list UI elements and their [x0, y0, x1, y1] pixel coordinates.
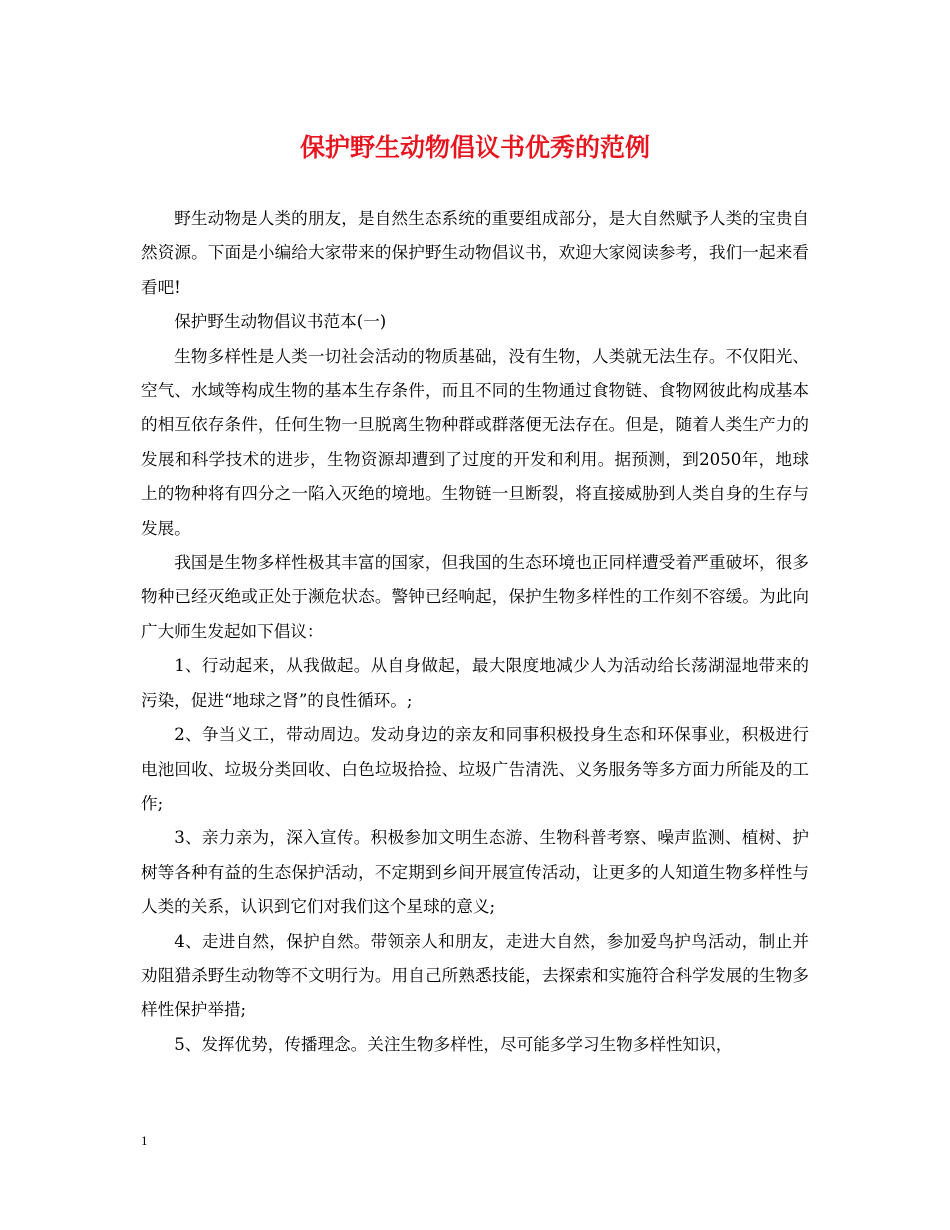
- paragraph-item-4: 4、走进自然，保护自然。带领亲人和朋友，走进大自然，参加爱鸟护鸟活动，制止并劝阻猎杀野生动物等不文明行为。用自己所熟悉技能，去探索和实施符合科学发展的生物多样性保护举措;: [141, 931, 809, 1020]
- paragraph-item-2: 2、争当义工，带动周边。发动身边的亲友和同事积极投身生态和环保事业，积极进行电池回收、垃圾分类回收、白色垃圾拾捡、垃圾广告清洗、义务服务等多方面力所能及的工作;: [141, 725, 809, 813]
- document-title: 保护野生动物倡议书优秀的范例: [299, 133, 650, 162]
- document-body: [141, 202, 809, 1062]
- paragraph-biodiversity: 生物多样性是人类一切社会活动的物质基础，没有生物，人类就无法生存。不仅阳光、空气、水域等构成生物的基本生存条件，而且不同的生物通过食物链、食物网彼此构成基本的相互依存条件，任何生物一旦脱离生物种群或群落便无法存在。但是，随着人类生产力的发展和科学技术的进步，生物资源却遭到了过度的开发和利用。据预测，到2050年，地球上的物种将有四分之一陷入灭绝的境地。生物链一旦断裂，将直接威胁到人类自身的生存与发展。: [141, 346, 809, 538]
- paragraph-intro: 野生动物是人类的朋友，是自然生态系统的重要组成部分，是大自然赋予人类的宝贵自然资源。下面是小编给大家带来的保护野生动物倡议书，欢迎大家阅读参考，我们一起来看看吧!: [141, 209, 809, 297]
- paragraph-item-1: 1、行动起来，从我做起。从自身做起，最大限度地减少人为活动给长荡湖湿地带来的污染，促进“地球之肾”的良性循环。;: [141, 656, 809, 710]
- paragraph-item-3: 3、亲力亲为，深入宣传。积极参加文明生态游、生物科普考察、噪声监测、植树、护树等各种有益的生态保护活动，不定期到乡间开展宣传活动，让更多的人知道生物多样性与人类的关系，认识到它们对我们这个星球的意义;: [141, 828, 809, 917]
- paragraph-china: 我国是生物多样性极其丰富的国家，但我国的生态环境也正同样遭受着严重破坏，很多物种已经灭绝或正处于濒危状态。警钟已经响起，保护生物多样性的工作刻不容缓。为此向广大师生发起如下倡议：: [141, 553, 809, 641]
- paragraph-item-5: 5、发挥优势，传播理念。关注生物多样性，尽可能多学习生物多样性知识，: [174, 1034, 733, 1054]
- paragraph-subheading: 保护野生动物倡议书范本(一): [174, 312, 387, 332]
- page-number: 1: [141, 1133, 148, 1148]
